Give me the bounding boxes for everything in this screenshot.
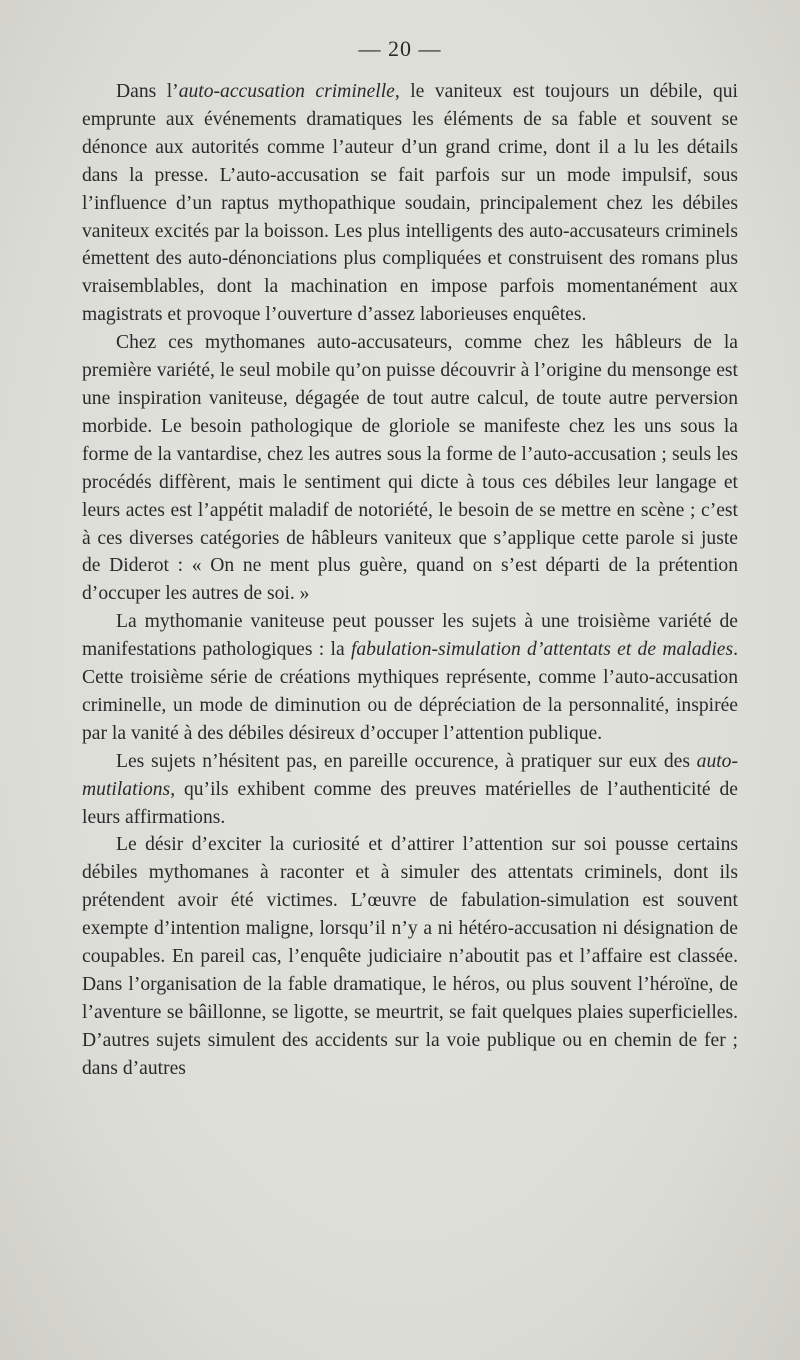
paragraph-text: Les sujets n’hésitent pas, en pareille occurence, à pratiquer sur eux des [116, 750, 697, 772]
paragraph-text: , le vaniteux est toujours un débile, qui emprunte aux événements dramatiques les éléments de sa fable et souvent se dénonce aux autorités comme l’auteur d’un grand crime, dont il a lu les détails dans la presse. L’auto-accusation se fait parfois sur un mode impulsif, sous l’influence d’un raptus mythopathique soudain, principalement chez les débiles vaniteux excités par la boisson. Les plus intelligents des auto-accusateurs criminels émettent des auto-dénonciations plus compliquées et construisent des romans plus vraisemblables, dont la machination en impose parfois momentanément aux magistrats et provoque l’ouverture d’assez laborieuses enquêtes. [82, 81, 738, 326]
paragraph-text: . Cette troisième série de créations mythiques représente, comme l’auto-accusation criminelle, un mode de diminution ou de dépréciation de la personnalité, inspirée par la vanité à des débiles désireux d’occuper l’attention publique. [82, 639, 738, 744]
paragraph-text: La mythomanie vaniteuse peut pousser les sujets à une troisième variété de manifestations pathologiques : la [82, 611, 738, 661]
paragraph-auto-mutilations [82, 748, 738, 832]
emphasis-term: auto-mutilations [82, 750, 738, 800]
paragraph-mythomanes [82, 329, 738, 608]
paragraph-fabulation [82, 608, 738, 748]
paragraph-attentats [82, 831, 738, 1082]
body-text [82, 78, 738, 1083]
emphasis-term: auto-accusation criminelle [178, 81, 395, 102]
paragraph-auto-accusation [82, 78, 738, 329]
page-number: — 20 — [358, 36, 442, 61]
paragraph-text: Chez ces mythomanes auto-accusateurs, comme chez les hâbleurs de la première variété, le seul mobile qu’on puisse découvrir à l’origine du mensonge est une inspiration vaniteuse, dégagée de tout autre calcul, de toute autre perversion morbide. Le besoin pathologique de gloriole se manifeste chez les uns sous la forme de la vantardise, chez les autres sous la forme de l’auto-accusation ; seuls les procédés diffèrent, mais le sentiment qui dicte à tous ces débiles leur langage et leurs actes est l’appétit maladif de notoriété, le besoin de se mettre en scène ; c’est à ces diverses catégories de hâbleurs vaniteux que s’applique cette parole si juste de Diderot : « On ne ment plus guère, quand on s’est départi de la prétention d’occuper les autres de soi. » [82, 332, 738, 605]
paragraph-text: Le désir d’exciter la curiosité et d’attirer l’attention sur soi pousse certains débiles mythomanes à raconter et à simuler des attentats criminels, dont ils prétendent avoir été victimes. L’œuvre de fabulation-simulation est souvent exempte d’intention maligne, lorsqu’il n’y a ni hétéro-accusation ni désignation de coupables. En pareil cas, l’enquête judiciaire n’aboutit pas et l’affaire est classée. Dans l’organisation de la fable dramatique, le héros, ou plus souvent l’héroïne, de l’aventure se bâillonne, se ligotte, se meurtrit, se fait quelques plaies superficielles. D’autres sujets simulent des accidents sur la voie publique ou en chemin de fer ; dans d’autres [82, 834, 738, 1079]
emphasis-term: fabulation-simulation d’attentats et de maladies [350, 639, 734, 661]
paragraph-text: Dans l’ [116, 81, 179, 102]
paragraph-text: , qu’ils exhibent comme des preuves matérielles de l’authenticité de leurs affirmations. [82, 778, 738, 828]
